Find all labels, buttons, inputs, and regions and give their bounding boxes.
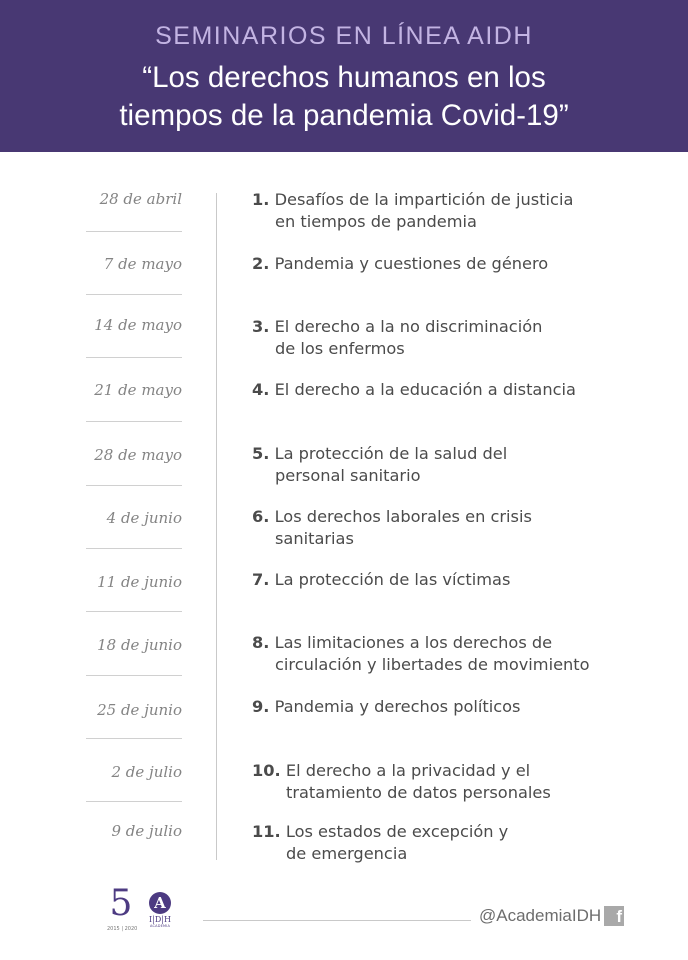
session-date: 9 de julio [111,822,182,840]
session-number: 2. [252,254,270,273]
social-handle[interactable]: @AcademiaIDH [479,906,602,925]
session-topic [252,506,672,549]
session-topic-line: circulación y libertades de movimiento [275,654,590,674]
header-banner [0,0,688,152]
session-topic-line: La protección de la salud del [274,444,508,463]
session-topic-line: Desafíos de la impartición de justicia [274,190,574,209]
session-topic-line: de los enfermos [275,338,405,358]
date-separator [86,485,182,486]
session-topic [252,760,672,803]
session-topic [252,696,672,718]
page-title [0,59,688,135]
session-topic [252,189,672,232]
session-date: 21 de mayo [94,381,182,399]
session-topic-line: sanitarias [275,528,354,548]
session-number: 3. [252,317,270,336]
academia-logo-idh: I|D|H [149,915,171,924]
academia-logo [145,892,175,932]
session-topic-line: tratamiento de datos personales [286,782,551,802]
session-date: 28 de mayo [94,446,182,464]
session-topic-line: Los derechos laborales en crisis [274,507,532,526]
session-topic [252,821,672,864]
anniversary-years: 2015 | 2020 [107,926,138,932]
academia-logo-mark: A [149,892,171,914]
date-separator [86,421,182,422]
session-topic-line: Pandemia y cuestiones de género [274,254,549,273]
academia-logo-text: ACADEMIA [149,924,171,928]
session-date: 2 de julio [111,763,182,781]
session-number: 11. [252,822,281,841]
session-topic-line: de emergencia [286,843,408,863]
anniversary-number: 5 [109,883,133,924]
session-topic-line: El derecho a la no discriminación [274,317,543,336]
session-date: 7 de mayo [103,255,182,273]
date-separator [86,675,182,676]
date-separator [86,231,182,232]
session-topic [252,632,672,675]
session-topic-line: Pandemia y derechos políticos [274,697,521,716]
session-topic-line: personal sanitario [275,465,421,485]
session-number: 8. [252,633,270,652]
session-topic [252,316,672,359]
session-number: 4. [252,380,270,399]
date-separator [86,548,182,549]
session-date: 4 de junio [106,509,182,527]
title-line-2: tiempos de la pandemia Covid-19” [119,99,569,132]
date-separator [86,611,182,612]
session-number: 6. [252,507,270,526]
session-topic [252,443,672,486]
session-topic [252,569,672,591]
facebook-icon[interactable]: f [604,906,624,926]
session-topic-line: en tiempos de pandemia [275,211,477,231]
timeline-divider [216,193,217,860]
session-date: 18 de junio [97,636,182,654]
session-number: 7. [252,570,270,589]
session-topic [252,379,672,401]
date-separator [86,738,182,739]
session-topic [252,253,672,275]
session-number: 5. [252,444,270,463]
date-separator [86,294,182,295]
session-topic-line: Las limitaciones a los derechos de [274,633,553,652]
session-number: 1. [252,190,270,209]
session-date: 11 de junio [97,573,182,591]
session-date: 14 de mayo [94,316,182,334]
footer-divider [203,920,471,921]
session-topic-line: El derecho a la educación a distancia [274,380,576,399]
session-date: 25 de junio [97,701,182,719]
date-separator [86,801,182,802]
session-number: 9. [252,697,270,716]
anniversary-logo [107,883,138,932]
session-topic-line: Los estados de excepción y [285,822,509,841]
session-date: 28 de abril [99,190,182,208]
title-line-1: “Los derechos humanos en los [142,61,546,94]
date-separator [86,357,182,358]
session-topic-line: El derecho a la privacidad y el [285,761,531,780]
session-number: 10. [252,761,281,780]
series-kicker: SEMINARIOS EN LÍNEA AIDH [155,22,533,50]
session-topic-line: La protección de las víctimas [274,570,511,589]
